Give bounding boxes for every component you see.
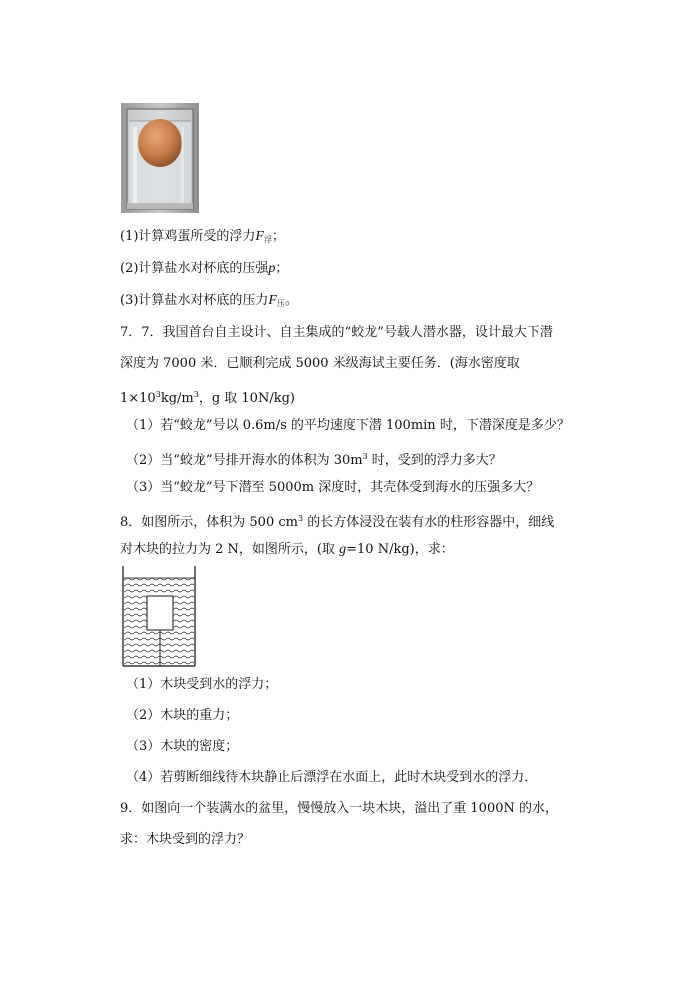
- egg-in-glass-photo: [121, 103, 199, 213]
- q6-item-1-sub: 浮: [263, 235, 272, 244]
- q7-line-3: [120, 386, 295, 408]
- q7-line-1: 7．7．我国首台自主设计、自主集成的“蛟龙”号载人潜水器，设计最大下潜: [120, 325, 553, 340]
- container-block-diagram: [118, 564, 198, 668]
- q8-line-1-text: 8．如图所示，体积为 500 cm: [120, 515, 298, 530]
- q6-item-1-var: F: [255, 229, 264, 244]
- q7-sub-2-end: 时，受到的浮力多大？: [367, 453, 502, 468]
- q8-line-2-text: 对木块的拉力为 2 N，如图所示，(取: [120, 542, 340, 557]
- q7-sub-2: [126, 448, 502, 470]
- q6-item-3-text: (3)计算盐水对杯底的压力: [120, 293, 269, 308]
- q8-line-2-var: g: [339, 542, 347, 557]
- q7-sub-1: （1）若“蛟龙”号以 0.6m/s 的平均速度下潜 100min 时，下潜深度是多少？: [126, 418, 570, 433]
- q7-sub-3: （3）当“蛟龙”号下潜至 5000m 深度时，其壳体受到海水的压强多大？: [126, 480, 540, 495]
- q7-sub-2-text: （2）当“蛟龙”号排开海水的体积为 30m: [126, 453, 363, 468]
- q9-line-2: 求：木块受到的浮力？: [120, 832, 251, 847]
- q6-item-2-var: p: [268, 261, 276, 276]
- q8-sub-2: （2）木块的重力；: [126, 708, 239, 723]
- q7-sub-2-exp: 3: [362, 452, 368, 461]
- q8-sub-4: （4）若剪断细线待木块静止后漂浮在水面上，此时木块受到水的浮力．: [126, 770, 538, 785]
- q8-line-2: [120, 541, 454, 559]
- q6-item-3-end: 。: [284, 293, 298, 308]
- q8-line-1-end: 的长方体浸没在装有水的柱形容器中，细线: [303, 515, 555, 530]
- q8-sub-1: （1）木块受到水的浮力；: [126, 677, 278, 692]
- q8-sub-3: （3）木块的密度；: [126, 739, 239, 754]
- q7-density-base: 1×10: [120, 391, 156, 406]
- q6-item-1-text: (1)计算鸡蛋所受的浮力: [120, 229, 256, 244]
- q6-item-2-text: (2)计算盐水对杯底的压强: [120, 261, 269, 276]
- q8-line-2-end: =10 N/kg)，求：: [346, 542, 454, 557]
- q7-density-unit-exp: 3: [193, 390, 199, 399]
- q8-line-1: [120, 510, 554, 532]
- q7-density-unit: kg/m: [160, 391, 194, 406]
- q6-item-1-end: ；: [271, 229, 285, 244]
- q7-line-2: 深度为 7000 米．已顺利完成 5000 米级海试主要任务．(海水密度取: [120, 356, 520, 371]
- q9-line-1: 9．如图向一个装满水的盆里，慢慢放入一块木块，溢出了重 1000N 的水，: [120, 801, 558, 816]
- q7-g-value: ，g 取 10N/kg): [198, 391, 295, 406]
- q7-density-exp: 3: [155, 390, 161, 399]
- q6-item-3: [120, 292, 298, 313]
- q6-item-2-end: ；: [275, 261, 289, 276]
- q6-item-2: [120, 260, 288, 278]
- q6-item-1: [120, 228, 285, 249]
- q6-item-3-sub: 压: [276, 299, 285, 308]
- q6-item-3-var: F: [268, 293, 277, 308]
- q8-line-1-exp: 3: [297, 514, 304, 523]
